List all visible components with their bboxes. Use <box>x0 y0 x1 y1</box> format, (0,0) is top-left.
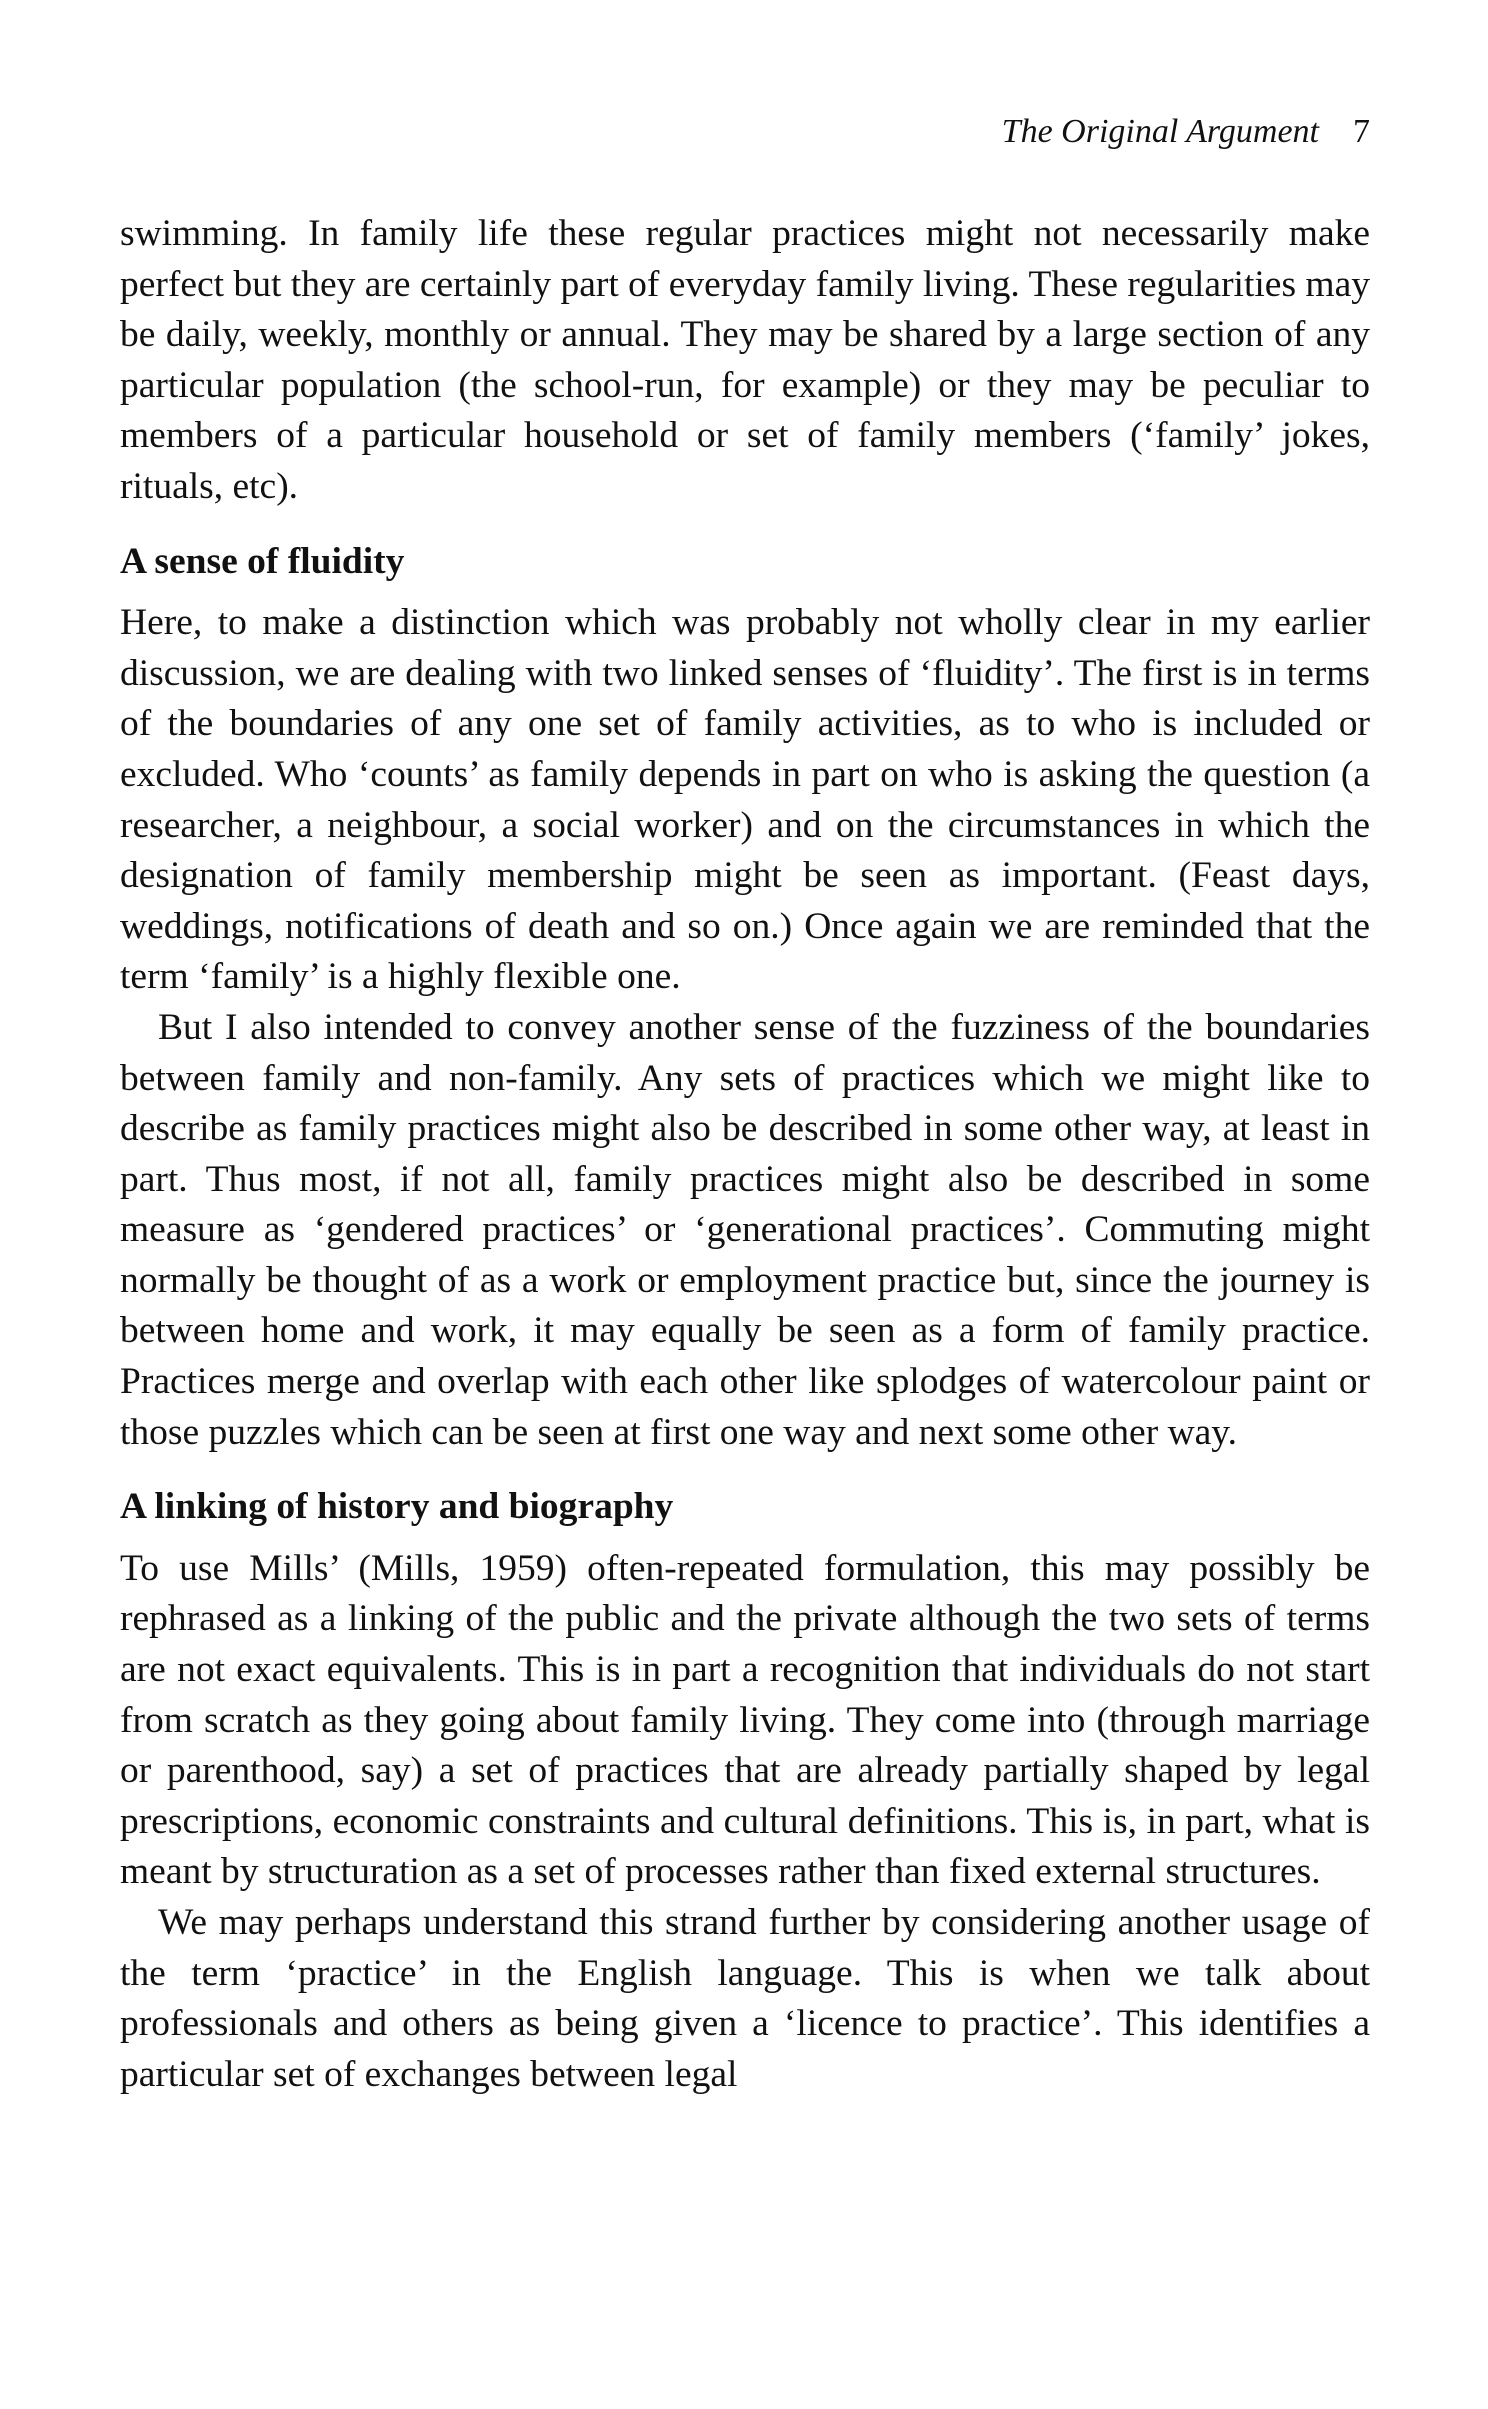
running-header <box>1002 112 1370 152</box>
page-number: 7 <box>1353 113 1370 150</box>
paragraph: We may perhaps understand this strand further by considering another usage of the term ‘practice’ in the English language. This is when we talk about professionals and others as being given a ‘licence to practice’. This identifies a particular set of exchanges between legal <box>120 1902 1370 2095</box>
paragraph: Here, to make a distinction which was probably not wholly clear in my earlier discussion, we are dealing with two linked senses of ‘fluidity’. The first is in terms of the boundaries of any one set of family activities, as to who is included or excluded. Who ‘counts’ as family depends in part on who is asking the question (a researcher, a neighbour, a social worker) and on the circumstances in which the designation of family membership might be seen as important. (Feast days, weddings, notifications of death and so on.) Once again we are reminded that the term ‘family’ is a highly flexible one. <box>120 602 1370 998</box>
body-text <box>120 209 1370 2100</box>
section-heading-history-biography: A linking of history and biography <box>120 1486 674 1528</box>
paragraph: But I also intended to convey another sense of the fuzziness of the boundaries between family and non-family. Any sets of practices which we might like to describe as family practices might also be described in some other way, at least in part. Thus most, if not all, family practices might also be described in some measure as ‘gendered practices’ or ‘generational practices’. Commuting might normally be thought of as a work or employment practice but, since the journey is between home and work, it may equally be seen as a form of family practice. Practices merge and overlap with each other like splodges of watercolour paint or those puzzles which can be seen at first one way and next some other way. <box>120 1006 1370 1453</box>
paragraph-continued: swimming. In family life these regular practices might not necessarily make perfect but they are certainly part of everyday family living. These regularities may be daily, weekly, monthly or annual. They may be shared by a large section of any particular population (the school-run, for example) or they may be peculiar to members of a particular household or set of family members (‘family’ jokes, rituals, etc). <box>120 213 1370 507</box>
paragraph: To use Mills’ (Mills, 1959) often-repeated formulation, this may possibly be rephrased as a linking of the public and the private although the two sets of terms are not exact equivalents. This is in part a recognition that individuals do not start from scratch as they going about family living. They come into (through marriage or parenthood, say) a set of practices that are already partially shaped by legal prescriptions, economic constraints and cultural definitions. This is, in part, what is meant by structuration as a set of processes rather than fixed external structures. <box>120 1547 1370 1893</box>
running-title: The Original Argument <box>1001 113 1319 150</box>
section-heading-fluidity: A sense of fluidity <box>120 540 405 582</box>
